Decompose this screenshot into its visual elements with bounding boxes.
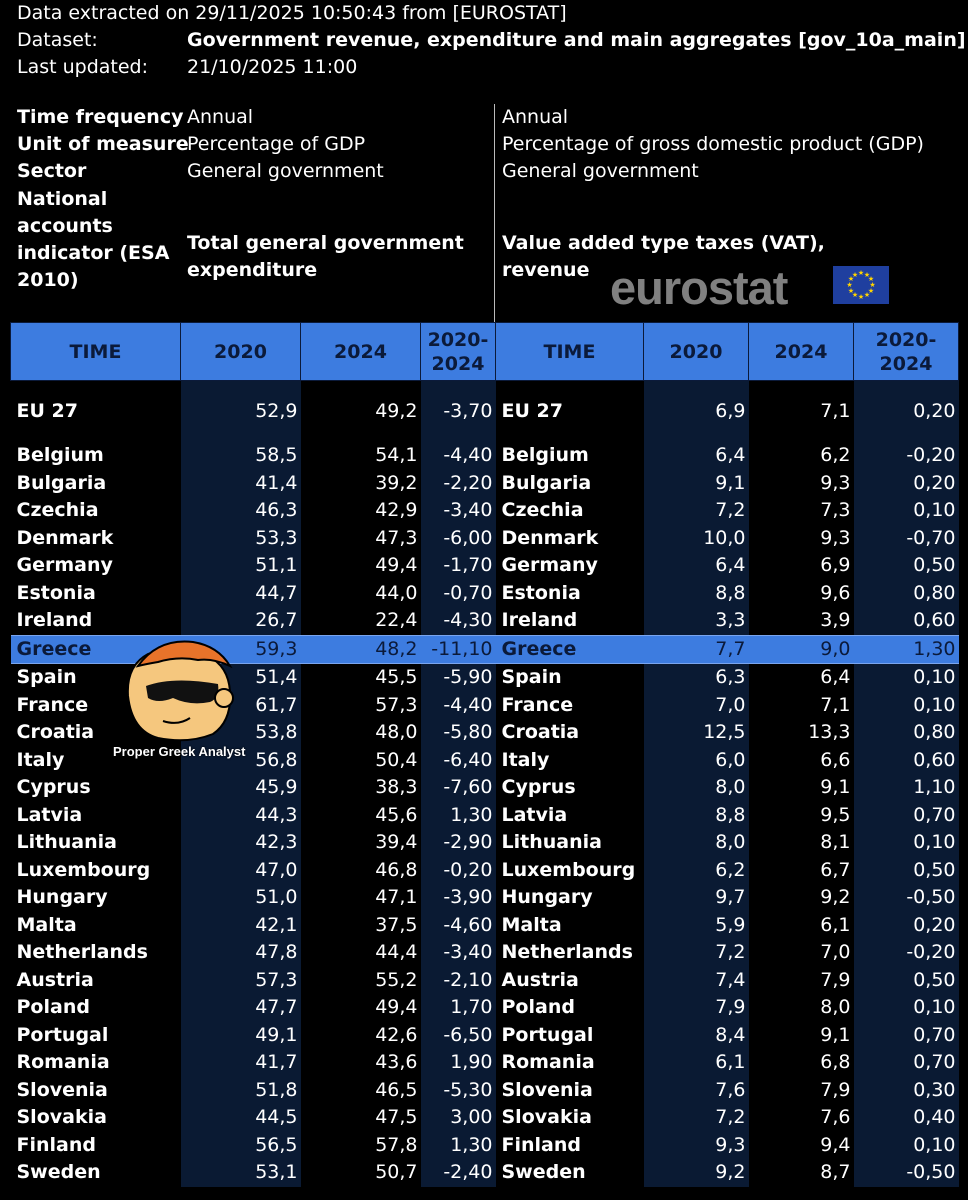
vat-2024: 9,5: [820, 803, 851, 826]
vat-2020: 6,4: [644, 552, 749, 580]
unit-right: Percentage of gross domestic product (GDP): [502, 133, 924, 155]
country-name: Sweden: [501, 1161, 586, 1183]
vat-2020: 10,0: [644, 525, 749, 553]
table-row-estonia: [11, 580, 959, 608]
country-name: Bulgaria: [16, 471, 107, 494]
vat-2020: 7,2: [644, 497, 749, 525]
vat-change: 1,30: [854, 635, 959, 664]
updated-label: Last updated:: [17, 56, 149, 78]
vat-2020: 9,1: [644, 470, 749, 498]
header-2024-right: 2024: [749, 323, 854, 381]
vat-change: 0,20: [854, 396, 959, 427]
table-row-poland: [11, 994, 959, 1022]
expenditure-change: -3,70: [421, 396, 496, 427]
vat-2024: 7,9: [820, 1078, 851, 1101]
vat-2024: 6,8: [820, 1051, 851, 1073]
eu-flag-icon: [833, 266, 889, 304]
country-name: Malta: [16, 913, 77, 936]
table-row-slovakia: [11, 1104, 959, 1132]
expenditure-change: -2,90: [421, 829, 496, 857]
time-frequency-right: Annual: [502, 106, 569, 128]
vat-2024: 7,0: [820, 941, 851, 963]
table-row-austria: [11, 967, 959, 995]
table-row-germany: [11, 552, 959, 580]
expenditure-2020: 51,4: [181, 664, 301, 692]
expenditure-2020: 42,3: [181, 829, 301, 857]
expenditure-2024: 45,6: [375, 803, 418, 826]
country-name: Netherlands: [16, 941, 148, 963]
vat-2024: 6,9: [820, 554, 851, 576]
vat-2024: 7,9: [820, 968, 851, 991]
svg-text:★: ★: [847, 275, 855, 283]
table-row-ireland: [11, 607, 959, 635]
expenditure-2020: 51,0: [181, 884, 301, 912]
vat-2024: 7,1: [820, 400, 851, 422]
expenditure-change: -6,00: [421, 525, 496, 553]
table-row-denmark: [11, 525, 959, 553]
expenditure-2024: 55,2: [375, 968, 418, 991]
country-name: Latvia: [16, 803, 83, 826]
expenditure-2020: 44,3: [181, 802, 301, 830]
indicator-label: National accounts indicator (ESA 2010): [17, 188, 170, 291]
vat-2020: 6,1: [644, 1049, 749, 1077]
sector-left: General government: [187, 160, 384, 182]
country-name: Portugal: [501, 1023, 594, 1046]
vat-change: 0,20: [854, 470, 959, 498]
vat-2024: 7,1: [820, 693, 851, 716]
expenditure-2020: 53,3: [181, 525, 301, 553]
expenditure-change: -7,60: [421, 774, 496, 802]
vat-2020: 6,2: [644, 857, 749, 885]
vat-change: 0,10: [854, 829, 959, 857]
country-name: Portugal: [16, 1023, 109, 1046]
vat-2020: 7,4: [644, 967, 749, 995]
vat-change: 0,80: [854, 580, 959, 608]
vat-2020: 12,5: [644, 719, 749, 747]
country-name: Slovakia: [16, 1106, 107, 1128]
expenditure-2024: 46,5: [375, 1078, 418, 1101]
vat-2020: 9,2: [644, 1159, 749, 1187]
expenditure-2024: 50,4: [375, 748, 418, 771]
expenditure-2020: 61,7: [181, 692, 301, 720]
vat-2020: 6,4: [644, 442, 749, 470]
vat-2024: 6,6: [820, 748, 851, 771]
expenditure-2024: 47,1: [375, 886, 418, 908]
expenditure-2020: 42,1: [181, 912, 301, 940]
expenditure-2024: 47,5: [375, 1106, 418, 1128]
country-name: Finland: [501, 1133, 581, 1156]
country-name: Cyprus: [16, 776, 91, 798]
table-row-luxembourg: [11, 857, 959, 885]
expenditure-2024: 57,8: [375, 1133, 418, 1156]
dataset-properties: [0, 104, 968, 322]
table-row-slovenia: [11, 1077, 959, 1105]
country-name: Slovenia: [501, 1078, 593, 1101]
expenditure-2020: 53,8: [181, 719, 301, 747]
table-row-hungary: [11, 884, 959, 912]
vat-2024: 6,1: [820, 913, 851, 936]
indicator-left: Total general government expenditure: [187, 232, 464, 281]
expenditure-2024: 48,0: [375, 721, 418, 743]
svg-text:★: ★: [851, 291, 859, 299]
table-row-malta: [11, 912, 959, 940]
sector-right: General government: [502, 160, 699, 182]
svg-text:★: ★: [863, 291, 871, 299]
country-name: Ireland: [16, 609, 93, 631]
table-row-netherlands: [11, 939, 959, 967]
vat-2020: 6,0: [644, 747, 749, 775]
table-row-portugal: [11, 1022, 959, 1050]
vat-2024: 9,0: [749, 635, 854, 664]
expenditure-change: -3,90: [421, 884, 496, 912]
expenditure-2020: 56,5: [181, 1132, 301, 1160]
expenditure-2020: 44,5: [181, 1104, 301, 1132]
expenditure-change: 1,30: [421, 802, 496, 830]
country-name: Belgium: [501, 444, 589, 466]
country-name: Germany: [501, 554, 598, 576]
vat-change: 0,80: [854, 719, 959, 747]
country-name: Finland: [16, 1133, 96, 1156]
vat-2024: 9,1: [820, 1023, 851, 1046]
cartoon-mascot-icon: [118, 636, 248, 746]
expenditure-change: -6,50: [421, 1022, 496, 1050]
expenditure-2020: 47,0: [181, 857, 301, 885]
expenditure-change: -4,40: [421, 442, 496, 470]
expenditure-change: -1,70: [421, 552, 496, 580]
expenditure-2020: 51,8: [181, 1077, 301, 1105]
country-name: Croatia: [16, 721, 95, 743]
country-name: Ireland: [501, 609, 578, 631]
country-name: Luxembourg: [16, 858, 151, 881]
vat-2020: 9,7: [644, 884, 749, 912]
vat-change: 0,10: [854, 1132, 959, 1160]
expenditure-2024: 39,2: [375, 471, 418, 494]
sector-label: Sector: [17, 160, 87, 182]
expenditure-change: 1,70: [421, 994, 496, 1022]
vat-2024: 13,3: [808, 721, 851, 743]
vat-change: 1,10: [854, 774, 959, 802]
vat-2020: 7,6: [644, 1077, 749, 1105]
vat-2024: 8,0: [820, 996, 851, 1018]
expenditure-2020: 49,1: [181, 1022, 301, 1050]
vat-2024: 6,7: [820, 858, 851, 881]
expenditure-change: -4,30: [421, 607, 496, 635]
expenditure-change: 1,90: [421, 1049, 496, 1077]
country-name: Austria: [501, 968, 579, 991]
country-name: France: [501, 693, 574, 716]
country-name: Italy: [501, 748, 550, 771]
expenditure-2020: 26,7: [181, 607, 301, 635]
vat-2020: 8,8: [644, 802, 749, 830]
dataset-value: Government revenue, expenditure and main aggregates [gov_10a_main]: [187, 29, 966, 51]
country-name: Denmark: [501, 526, 599, 549]
vat-2020: 8,0: [644, 829, 749, 857]
vat-change: 0,60: [854, 747, 959, 775]
country-name: Italy: [16, 748, 65, 771]
vat-2020: 8,4: [644, 1022, 749, 1050]
vat-change: 0,70: [854, 1022, 959, 1050]
expenditure-change: -0,20: [421, 857, 496, 885]
expenditure-2024: 50,7: [375, 1161, 418, 1183]
header-2024-left: 2024: [301, 323, 421, 381]
expenditure-change: 3,00: [421, 1104, 496, 1132]
country-name: Spain: [16, 666, 77, 688]
vat-2024: 9,3: [820, 471, 851, 494]
vat-change: -0,50: [854, 884, 959, 912]
country-name: Lithuania: [16, 831, 117, 853]
expenditure-2020: 53,1: [181, 1159, 301, 1187]
expenditure-change: -11,10: [421, 635, 496, 664]
expenditure-2024: 22,4: [375, 609, 418, 631]
header-time-left: TIME: [11, 323, 181, 381]
time-frequency-left: Annual: [187, 106, 254, 128]
vat-2024: 9,6: [820, 581, 851, 604]
vat-change: 0,10: [854, 994, 959, 1022]
country-name: France: [16, 693, 89, 716]
dataset-label: Dataset:: [17, 29, 98, 51]
country-name: Greece: [11, 635, 181, 664]
expenditure-2024: 38,3: [375, 776, 418, 798]
country-name: Greece: [496, 635, 644, 664]
vat-change: -0,50: [854, 1159, 959, 1187]
table-row-eu27: [11, 396, 959, 427]
vat-change: 0,10: [854, 692, 959, 720]
vat-2024: 6,4: [820, 666, 851, 688]
country-name: Romania: [16, 1051, 110, 1073]
expenditure-change: -5,90: [421, 664, 496, 692]
country-name: Poland: [16, 996, 90, 1018]
expenditure-change: -4,60: [421, 912, 496, 940]
country-name: Hungary: [16, 886, 108, 908]
expenditure-2024: 45,5: [375, 666, 418, 688]
expenditure-change: -2,40: [421, 1159, 496, 1187]
country-name: Bulgaria: [501, 471, 592, 494]
vat-2020: 6,3: [644, 664, 749, 692]
table-row-bulgaria: [11, 470, 959, 498]
svg-text:★: ★: [867, 275, 875, 283]
expenditure-change: 1,30: [421, 1132, 496, 1160]
unit-left: Percentage of GDP: [187, 133, 366, 155]
country-name: Hungary: [501, 886, 593, 908]
expenditure-2020: 59,3: [181, 635, 301, 664]
expenditure-2024: 43,6: [375, 1051, 418, 1073]
table-row-romania: [11, 1049, 959, 1077]
expenditure-change: -5,30: [421, 1077, 496, 1105]
country-name: Denmark: [16, 526, 114, 549]
vat-2020: 7,2: [644, 1104, 749, 1132]
country-name: Czechia: [501, 499, 584, 521]
expenditure-2024: 48,2: [301, 635, 421, 664]
header-change-right: 2020-2024: [854, 323, 959, 381]
svg-text:★: ★: [851, 271, 859, 279]
country-name: Estonia: [16, 581, 96, 604]
expenditure-change: -4,40: [421, 692, 496, 720]
country-name: Luxembourg: [501, 858, 636, 881]
country-name: Cyprus: [501, 776, 576, 798]
table-row-belgium: [11, 442, 959, 470]
country-name: Austria: [16, 968, 94, 991]
country-name: Spain: [501, 666, 562, 688]
svg-text:★: ★: [846, 281, 853, 289]
expenditure-2024: 42,9: [375, 499, 418, 521]
expenditure-2020: 52,9: [181, 396, 301, 427]
table-row-sweden: [11, 1159, 959, 1187]
country-name: Slovenia: [16, 1078, 108, 1101]
expenditure-2020: 44,7: [181, 580, 301, 608]
vat-2024: 9,2: [820, 886, 851, 908]
header-2020-right: 2020: [644, 323, 749, 381]
expenditure-change: -0,70: [421, 580, 496, 608]
expenditure-2020: 41,7: [181, 1049, 301, 1077]
svg-text:★: ★: [847, 287, 855, 295]
table-header-row: [11, 323, 959, 381]
vat-change: -0,70: [854, 525, 959, 553]
expenditure-2020: 47,7: [181, 994, 301, 1022]
vat-2024: 6,2: [820, 444, 851, 466]
country-name: Lithuania: [501, 831, 602, 853]
expenditure-2024: 49,4: [375, 554, 418, 576]
vat-2024: 9,4: [820, 1133, 851, 1156]
dataset-metadata: [17, 0, 966, 81]
expenditure-2024: 49,4: [375, 996, 418, 1018]
updated-value: 21/10/2025 11:00: [187, 56, 358, 78]
vat-change: 0,30: [854, 1077, 959, 1105]
vat-2024: 9,3: [820, 526, 851, 549]
header-change-left: 2020-2024: [421, 323, 496, 381]
vat-2024: 7,3: [820, 499, 851, 521]
country-name: Slovakia: [501, 1106, 592, 1128]
vat-change: -0,20: [854, 442, 959, 470]
vat-2020: 7,7: [644, 635, 749, 664]
vat-change: 0,60: [854, 607, 959, 635]
expenditure-2024: 54,1: [375, 444, 418, 466]
table-row-cyprus: [11, 774, 959, 802]
expenditure-change: -3,40: [421, 497, 496, 525]
vat-2020: 3,3: [644, 607, 749, 635]
vat-2024: 8,7: [820, 1161, 851, 1183]
expenditure-change: -5,80: [421, 719, 496, 747]
vat-change: 0,50: [854, 857, 959, 885]
vat-change: 0,70: [854, 802, 959, 830]
vat-change: 0,20: [854, 912, 959, 940]
vat-change: 0,10: [854, 497, 959, 525]
expenditure-2024: 46,8: [375, 858, 418, 881]
table-row-latvia: [11, 802, 959, 830]
watermark-text: Proper Greek Analyst: [113, 744, 246, 759]
expenditure-2024: 47,3: [375, 526, 418, 549]
svg-text:★: ★: [857, 269, 865, 277]
vat-2024: 7,6: [820, 1106, 851, 1128]
vat-2020: 7,0: [644, 692, 749, 720]
expenditure-2024: 57,3: [375, 693, 418, 716]
vat-change: -0,20: [854, 939, 959, 967]
indicator-right: Value added type taxes (VAT), revenue: [502, 232, 825, 281]
country-name: Czechia: [16, 499, 99, 521]
expenditure-change: -2,10: [421, 967, 496, 995]
expenditure-2020: 47,8: [181, 939, 301, 967]
vat-2024: 8,1: [820, 831, 851, 853]
country-name: Netherlands: [501, 941, 633, 963]
country-name: Germany: [16, 554, 113, 576]
country-name: Sweden: [16, 1161, 101, 1183]
vat-2020: 6,9: [644, 396, 749, 427]
country-name: Latvia: [501, 803, 568, 826]
country-name: Croatia: [501, 721, 580, 743]
svg-text:★: ★: [857, 293, 865, 301]
vat-2024: 9,1: [820, 776, 851, 798]
svg-text:★: ★: [869, 281, 876, 289]
vat-change: 0,10: [854, 664, 959, 692]
header-time-right: TIME: [496, 323, 644, 381]
vat-2020: 8,0: [644, 774, 749, 802]
country-name: EU 27: [16, 400, 78, 422]
table-row-finland: [11, 1132, 959, 1160]
table-row-czechia: [11, 497, 959, 525]
vat-2020: 5,9: [644, 912, 749, 940]
vat-change: 0,50: [854, 967, 959, 995]
country-name: Estonia: [501, 581, 581, 604]
extraction-info: Data extracted on 29/11/2025 10:50:43 from [EUROSTAT]: [17, 2, 567, 24]
header-2020-left: 2020: [181, 323, 301, 381]
expenditure-2024: 44,0: [375, 581, 418, 604]
expenditure-change: -6,40: [421, 747, 496, 775]
vat-change: 0,40: [854, 1104, 959, 1132]
vat-2020: 7,2: [644, 939, 749, 967]
country-name: Malta: [501, 913, 562, 936]
expenditure-2024: 49,2: [375, 400, 418, 422]
properties-divider: [494, 104, 495, 322]
expenditure-2024: 37,5: [375, 913, 418, 936]
expenditure-2020: 51,1: [181, 552, 301, 580]
vat-2020: 9,3: [644, 1132, 749, 1160]
expenditure-change: -3,40: [421, 939, 496, 967]
time-frequency-label: Time frequency: [17, 106, 184, 128]
expenditure-2020: 46,3: [181, 497, 301, 525]
country-name: Poland: [501, 996, 575, 1018]
expenditure-2024: 42,6: [375, 1023, 418, 1046]
svg-text:★: ★: [867, 287, 875, 295]
expenditure-2020: 57,3: [181, 967, 301, 995]
expenditure-2020: 56,8: [181, 747, 301, 775]
expenditure-2020: 41,4: [181, 470, 301, 498]
vat-2024: 3,9: [820, 609, 851, 631]
vat-change: 0,70: [854, 1049, 959, 1077]
expenditure-2020: 45,9: [181, 774, 301, 802]
unit-label: Unit of measure: [17, 133, 189, 155]
expenditure-2020: 58,5: [181, 442, 301, 470]
expenditure-2024: 39,4: [375, 831, 418, 853]
country-name: Belgium: [16, 444, 104, 466]
country-name: EU 27: [501, 400, 563, 422]
vat-change: 0,50: [854, 552, 959, 580]
svg-text:★: ★: [863, 271, 871, 279]
vat-2020: 8,8: [644, 580, 749, 608]
table-row-lithuania: [11, 829, 959, 857]
eurostat-logo: eurostat: [610, 261, 788, 314]
country-name: Romania: [501, 1051, 595, 1073]
vat-2020: 7,9: [644, 994, 749, 1022]
expenditure-2024: 44,4: [375, 941, 418, 963]
expenditure-change: -2,20: [421, 470, 496, 498]
